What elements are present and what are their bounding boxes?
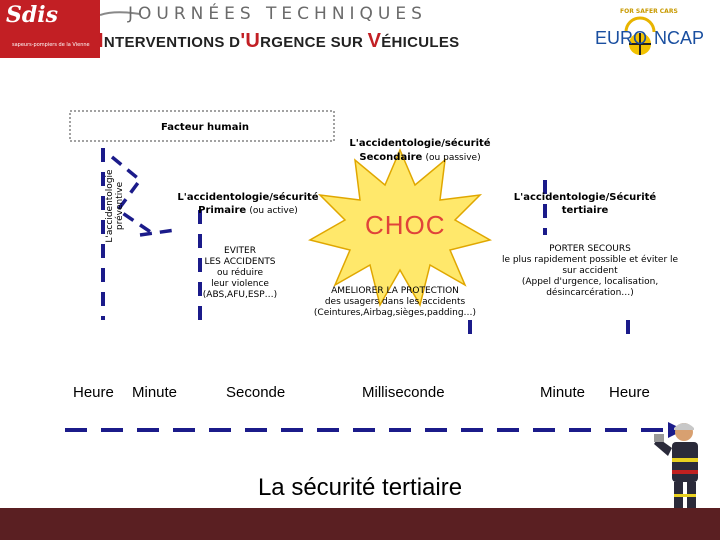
eviter-line-2: LES ACCIDENTS bbox=[204, 257, 276, 267]
title-rest-3: ÉHICULES bbox=[381, 34, 460, 51]
ameliorer-block bbox=[300, 286, 490, 319]
secondaire-title: L'accidentologie/sécurité bbox=[349, 138, 491, 149]
secondaire-bold: Secondaire bbox=[359, 152, 423, 163]
time-label-milliseconde: Milliseconde bbox=[362, 384, 445, 401]
choc-label: CHOC bbox=[365, 210, 446, 240]
euroncap-euro: EURO bbox=[595, 28, 648, 48]
sdis-logo-subtitle: sapeurs-pompiers de la Vienne bbox=[12, 42, 90, 48]
time-label-heure-1: Heure bbox=[73, 384, 114, 401]
euroncap-tagline: FOR SAFER CARS bbox=[620, 8, 678, 15]
eviter-line-3: ou réduire bbox=[216, 268, 264, 278]
title-rest-2: RGENCE SUR bbox=[260, 34, 368, 51]
zigzag-arrow-left-end bbox=[140, 230, 175, 235]
porter-line-4: (Appel d'urgence, localisation, bbox=[521, 277, 659, 287]
footer-bar bbox=[0, 508, 720, 540]
porter-block bbox=[490, 244, 690, 299]
primaire-bold: Primaire bbox=[198, 205, 247, 216]
porter-line-2: le plus rapidement possible et éviter le bbox=[501, 255, 679, 265]
sdis-logo: Sdis bbox=[6, 2, 59, 28]
time-label-seconde: Seconde bbox=[226, 384, 286, 401]
vertical-label-1: L'accidentologie bbox=[105, 169, 115, 243]
eviter-line-5: (ABS,AFU,ESP…) bbox=[202, 290, 278, 300]
secondaire-note: (ou passive) bbox=[425, 153, 481, 163]
footer-title: La sécurité tertiaire bbox=[257, 474, 463, 501]
time-label-heure-2: Heure bbox=[609, 384, 650, 401]
euroncap-ncap: NCAP bbox=[654, 28, 705, 48]
vertical-label-2: préventive bbox=[115, 181, 125, 231]
tertiaire-title: L'accidentologie/Sécurité bbox=[513, 192, 657, 203]
ameliorer-line-3: (Ceintures,Airbag,sièges,padding…) bbox=[313, 308, 477, 318]
title-rest-1: NTERVENTIONS D bbox=[103, 34, 241, 51]
secondaire-subtitle bbox=[300, 152, 540, 164]
eviter-line-4: leur violence bbox=[211, 279, 269, 289]
porter-line-1: PORTER SECOURS bbox=[549, 244, 631, 254]
firefighter-illustration bbox=[648, 418, 708, 510]
primaire-subtitle bbox=[138, 205, 358, 217]
porter-line-3: sur accident bbox=[562, 266, 618, 276]
ameliorer-line-2: des usagers dans les accidents bbox=[324, 297, 466, 307]
time-label-minute-2: Minute bbox=[540, 384, 586, 401]
eviter-block bbox=[185, 246, 295, 301]
title-cap-2: 'U bbox=[240, 30, 261, 52]
interventions-title bbox=[98, 30, 460, 53]
time-label-minute-1: Minute bbox=[132, 384, 178, 401]
title-cap-3: V bbox=[367, 30, 382, 52]
facteur-humain-label: Facteur humain bbox=[161, 122, 249, 133]
primaire-note: (ou active) bbox=[249, 206, 298, 216]
porter-line-5: désincarcération…) bbox=[546, 288, 634, 298]
ameliorer-line-1: AMELIORER LA PROTECTION bbox=[331, 286, 459, 296]
tertiaire-subtitle: tertiaire bbox=[561, 205, 609, 216]
eviter-line-1: EVITER bbox=[224, 246, 256, 256]
title-cap-1: I bbox=[98, 30, 104, 52]
journees-techniques-title: JOURNÉES TECHNIQUES bbox=[128, 4, 427, 24]
primaire-title: L'accidentologie/sécurité bbox=[177, 192, 319, 203]
